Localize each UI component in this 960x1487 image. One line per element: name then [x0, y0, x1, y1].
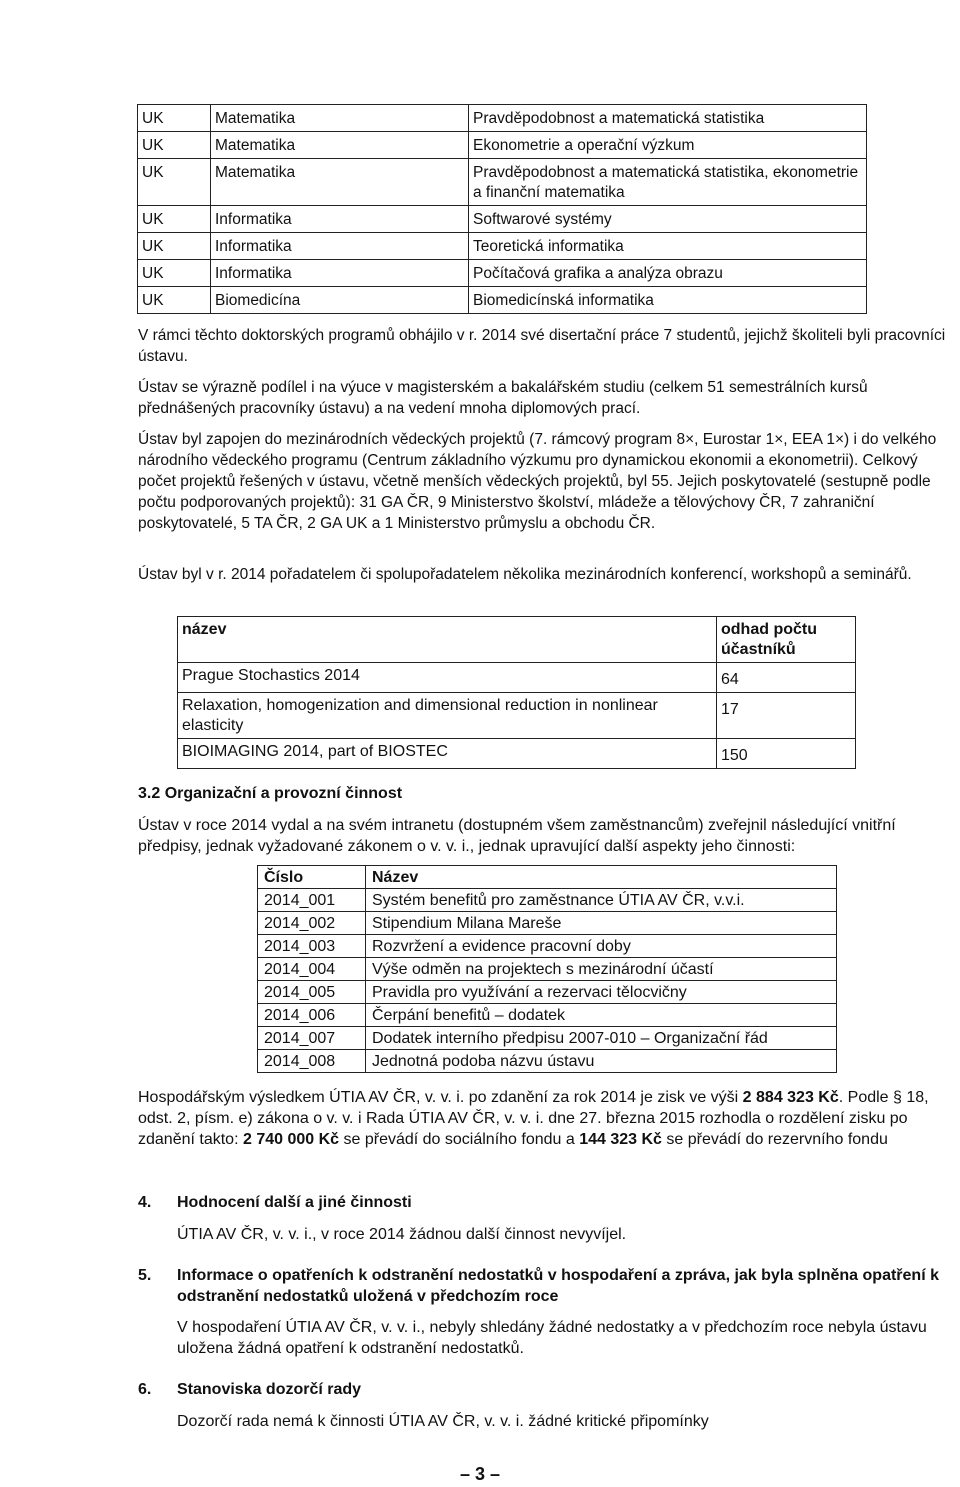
field-cell: Matematika: [211, 159, 469, 206]
economic-result-paragraph: [138, 1087, 958, 1150]
economy-text-1: Hospodářským výsledkem ÚTIA AV ČR, v. v. i. po zdanění za rok 2014 je zisk ve výši: [138, 1089, 743, 1106]
table-row: [258, 1004, 837, 1027]
conferences-paragraph: Ústav byl v r. 2014 pořadatelem či spolupořadatelem několika mezinárodních konferencí, workshopů a seminářů.: [138, 566, 912, 583]
table-row: [258, 889, 837, 912]
regulations-table: [257, 865, 837, 1073]
program-cell: Biomedicínská informatika: [469, 287, 867, 314]
table-header-row: [258, 866, 837, 889]
section-6-number: 6.: [138, 1381, 152, 1398]
regulation-title: Pravidla pro využívání a rezervaci tělocvičny: [366, 981, 837, 1004]
university-cell: UK: [138, 159, 211, 206]
table-row: [138, 287, 867, 314]
conference-name: BIOIMAGING 2014, part of BIOSTEC: [178, 739, 717, 769]
table-row: [138, 260, 867, 287]
conferences-table: [177, 616, 856, 769]
section-5-number: 5.: [138, 1267, 152, 1284]
regulation-title: Čerpání benefitů – dodatek: [366, 1004, 837, 1027]
table-row: [138, 159, 867, 206]
page-number: – 3 –: [459, 1464, 501, 1484]
regulation-number: 2014_002: [258, 912, 366, 935]
table-row: [258, 1027, 837, 1050]
regulation-number: 2014_008: [258, 1050, 366, 1073]
program-cell: Ekonometrie a operační výzkum: [469, 132, 867, 159]
program-cell: Pravděpodobnost a matematická statistika, ekonometrie a finanční matematika: [469, 159, 867, 206]
field-cell: Informatika: [211, 233, 469, 260]
column-header-number: Číslo: [258, 866, 366, 889]
university-cell: UK: [138, 105, 211, 132]
regulation-number: 2014_001: [258, 889, 366, 912]
reserve-fund-amount: 144 323 Kč: [579, 1131, 662, 1148]
program-cell: Počítačová grafika a analýza obrazu: [469, 260, 867, 287]
section-3-2-title: 3.2 Organizační a provozní činnost: [138, 785, 403, 802]
university-cell: UK: [138, 260, 211, 287]
table-row: [258, 1050, 837, 1073]
participant-count: 64: [717, 663, 856, 693]
table-row: [258, 912, 837, 935]
table-header-row: [178, 617, 856, 663]
regulation-number: 2014_005: [258, 981, 366, 1004]
university-cell: UK: [138, 287, 211, 314]
regulation-number: 2014_003: [258, 935, 366, 958]
field-cell: Matematika: [211, 105, 469, 132]
economy-text-4: se převádí do rezervního fondu: [661, 1131, 888, 1148]
table-row: [138, 233, 867, 260]
defended-theses-paragraph: V rámci těchto doktorských programů obhájilo v r. 2014 své disertační práce 7 studentů, jejichž školiteli byli pracovníci ústavu.: [138, 327, 946, 365]
program-cell: Softwarové systémy: [469, 206, 867, 233]
section-4-title: Hodnocení další a jiné činnosti: [177, 1194, 412, 1211]
section-5-title: Informace o opatřeních k odstranění nedostatků v hospodaření a zpráva, jak byla splněna opatření k odstranění nedostatků uložená v předchozím roce: [177, 1267, 939, 1305]
economy-text-2: . Podle § 18, odst. 2, písm. e) zákona o v. v. i Rada ÚTIA AV ČR, v. v. i. dne 27. března 2015 rozhodla o rozdělení zisku po zdanění takto:: [138, 1089, 929, 1148]
column-header-participants: odhad počtu účastníků: [717, 617, 856, 663]
column-header-name: název: [178, 617, 717, 663]
university-cell: UK: [138, 233, 211, 260]
table-row: [138, 206, 867, 233]
participant-count: 150: [717, 739, 856, 769]
conference-name: Prague Stochastics 2014: [178, 663, 717, 693]
regulation-title: Rozvržení a evidence pracovní doby: [366, 935, 837, 958]
university-cell: UK: [138, 206, 211, 233]
table-row: [258, 958, 837, 981]
section-3-2-text: Ústav v roce 2014 vydal a na svém intranetu (dostupném všem zaměstnancům) zveřejnil následující vnitřní předpisy, jednak vyžadované zákonem o v. v. i., jednak upravující další aspekty jeho činnosti:: [138, 817, 896, 855]
regulation-title: Jednotná podoba názvu ústavu: [366, 1050, 837, 1073]
profit-amount: 2 884 323 Kč: [742, 1089, 839, 1106]
regulation-number: 2014_004: [258, 958, 366, 981]
table-row: [258, 935, 837, 958]
regulation-title: Výše odměn na projektech s mezinárodní účastí: [366, 958, 837, 981]
regulation-title: Dodatek interního předpisu 2007-010 – Organizační řád: [366, 1027, 837, 1050]
section-5-text: V hospodaření ÚTIA AV ČR, v. v. i., nebyly shledány žádné nedostatky a v předchozím roce nebyla ústavu uložena žádná opatření k odstranění nedostatků.: [177, 1319, 927, 1357]
regulation-title: Systém benefitů pro zaměstnance ÚTIA AV ČR, v.v.i.: [366, 889, 837, 912]
social-fund-amount: 2 740 000 Kč: [242, 1131, 340, 1148]
field-cell: Biomedicína: [211, 287, 469, 314]
table-row: [258, 981, 837, 1004]
teaching-paragraph: Ústav se výrazně podílel i na výuce v magisterském a bakalářském studiu (celkem 51 semestrálních kursů přednášených pracovníky ústavu) a na vedení mnoha diplomových prací.: [138, 379, 868, 417]
regulation-title: Stipendium Milana Mareše: [366, 912, 837, 935]
field-cell: Informatika: [211, 206, 469, 233]
section-6-text: Dozorčí rada nemá k činnosti ÚTIA AV ČR, v. v. i. žádné kritické připomínky: [177, 1413, 709, 1430]
table-row: [138, 132, 867, 159]
university-cell: UK: [138, 132, 211, 159]
field-cell: Matematika: [211, 132, 469, 159]
projects-paragraph: Ústav byl zapojen do mezinárodních vědeckých projektů (7. rámcový program 8×, Eurostar 1×, EEA 1×) i do velkého národního vědeckého programu (Centrum základního výzkumu pro dynamickou ekonomii a ekonometrii). Celkový počet projektů řešených v ústavu, včetně menších vědeckých projektů, byl 55. Jejich poskytovatelé (sestupně podle počtu podporovaných projektů): 31 GA ČR, 9 Ministerstvo školství, mládeže a tělovýchovy ČR, 7 zahraniční poskytovatelé, 5 TA ČR, 2 GA UK a 1 Ministerstvo průmyslu a obchodu ČR.: [138, 431, 937, 532]
program-cell: Teoretická informatika: [469, 233, 867, 260]
column-header-title: Název: [366, 866, 837, 889]
section-4-text: ÚTIA AV ČR, v. v. i., v roce 2014 žádnou další činnost nevyvíjel.: [177, 1226, 627, 1243]
field-cell: Informatika: [211, 260, 469, 287]
regulation-number: 2014_007: [258, 1027, 366, 1050]
table-row: [178, 663, 856, 693]
regulation-number: 2014_006: [258, 1004, 366, 1027]
table-row: [138, 105, 867, 132]
program-cell: Pravděpodobnost a matematická statistika: [469, 105, 867, 132]
economy-text-3: se převádí do sociálního fondu a: [339, 1131, 580, 1148]
section-6-title: Stanoviska dozorčí rady: [177, 1381, 362, 1398]
doctoral-programs-table: [137, 104, 867, 314]
participant-count: 17: [717, 693, 856, 739]
section-4-number: 4.: [138, 1194, 152, 1211]
table-row: [178, 739, 856, 769]
conference-name: Relaxation, homogenization and dimensional reduction in nonlinear elasticity: [178, 693, 717, 739]
table-row: [178, 693, 856, 739]
